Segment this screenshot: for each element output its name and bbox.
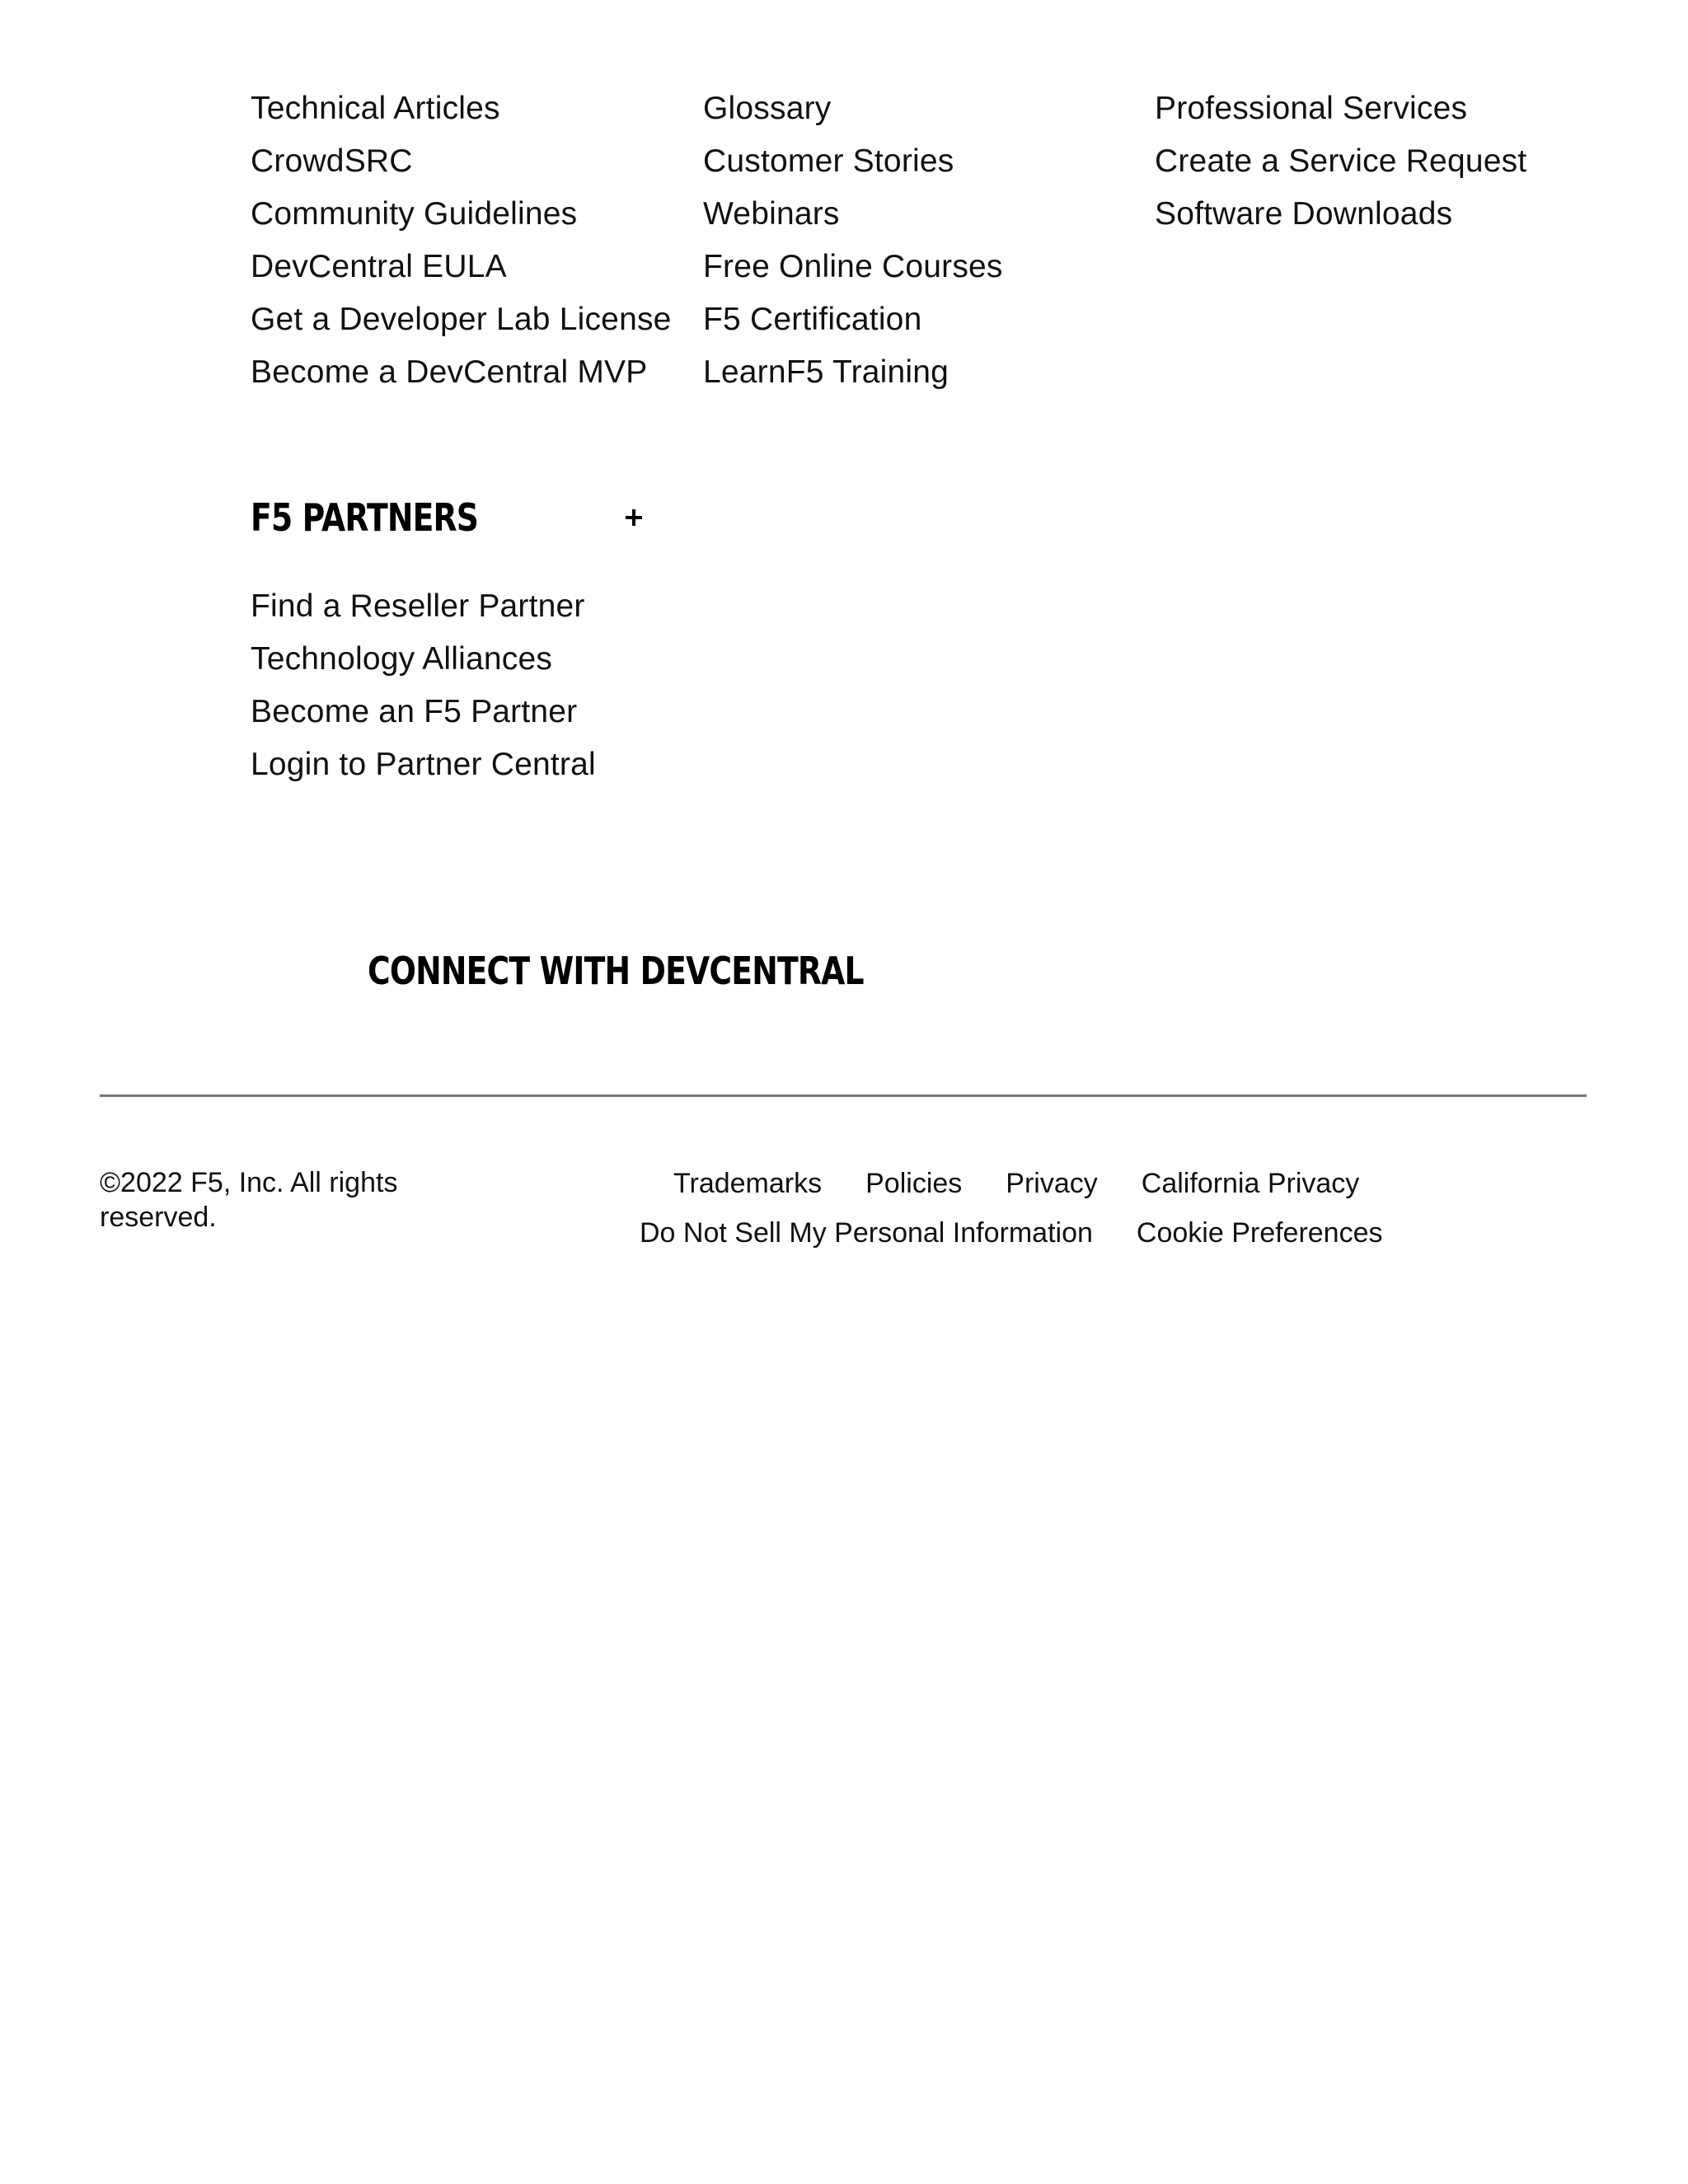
footer-link-technology-alliances[interactable]: Technology Alliances xyxy=(251,641,553,677)
footer-link-crowdsrc[interactable]: CrowdSRC xyxy=(251,143,413,179)
legal-link-do-not-sell[interactable]: Do Not Sell My Personal Information xyxy=(640,1217,1093,1249)
partners-link-list xyxy=(251,590,596,801)
footer-link-create-service-request[interactable]: Create a Service Request xyxy=(1155,143,1527,179)
footer-link-community-guidelines[interactable]: Community Guidelines xyxy=(251,196,578,232)
legal-link-privacy[interactable]: Privacy xyxy=(1006,1168,1098,1199)
footer-column-learning xyxy=(703,92,1003,409)
footer-link-software-downloads[interactable]: Software Downloads xyxy=(1155,196,1453,232)
footer-link-become-partner[interactable]: Become an F5 Partner xyxy=(251,694,578,729)
legal-link-cookie-preferences[interactable]: Cookie Preferences xyxy=(1136,1217,1383,1249)
legal-link-california-privacy[interactable]: California Privacy xyxy=(1141,1168,1360,1199)
footer-link-professional-services[interactable]: Professional Services xyxy=(1155,91,1468,126)
footer-link-learnf5-training[interactable]: LearnF5 Training xyxy=(703,354,950,390)
footer-link-webinars[interactable]: Webinars xyxy=(703,196,840,232)
legal-links-row-2 xyxy=(640,1216,1383,1249)
footer-link-technical-articles[interactable]: Technical Articles xyxy=(251,91,500,126)
footer-link-f5-certification[interactable]: F5 Certification xyxy=(703,302,922,337)
footer-column-community xyxy=(251,92,672,409)
connect-section xyxy=(368,946,973,996)
partners-heading: F5 PARTNERS xyxy=(251,495,479,540)
footer-link-glossary[interactable]: Glossary xyxy=(703,91,832,126)
partners-section-toggle[interactable] xyxy=(251,493,646,542)
legal-link-trademarks[interactable]: Trademarks xyxy=(673,1168,823,1199)
footer-link-devcentral-eula[interactable]: DevCentral EULA xyxy=(251,249,507,284)
legal-link-policies[interactable]: Policies xyxy=(865,1168,963,1199)
plus-icon[interactable] xyxy=(626,509,642,526)
footer-link-free-online-courses[interactable]: Free Online Courses xyxy=(703,249,1003,284)
footer-link-customer-stories[interactable]: Customer Stories xyxy=(703,143,954,179)
footer-column-support xyxy=(1155,92,1526,251)
connect-heading: CONNECT WITH DEVCENTRAL xyxy=(368,949,864,993)
footer-link-become-mvp[interactable]: Become a DevCentral MVP xyxy=(251,354,648,390)
copyright-text: ©2022 F5, Inc. All rights reserved. xyxy=(100,1167,398,1233)
legal-links-row-1 xyxy=(673,1167,1359,1200)
footer-link-partner-central-login[interactable]: Login to Partner Central xyxy=(251,747,596,782)
footer-divider xyxy=(100,1094,1587,1097)
footer-link-developer-lab-license[interactable]: Get a Developer Lab License xyxy=(251,302,672,337)
footer-link-find-reseller[interactable]: Find a Reseller Partner xyxy=(251,588,585,624)
